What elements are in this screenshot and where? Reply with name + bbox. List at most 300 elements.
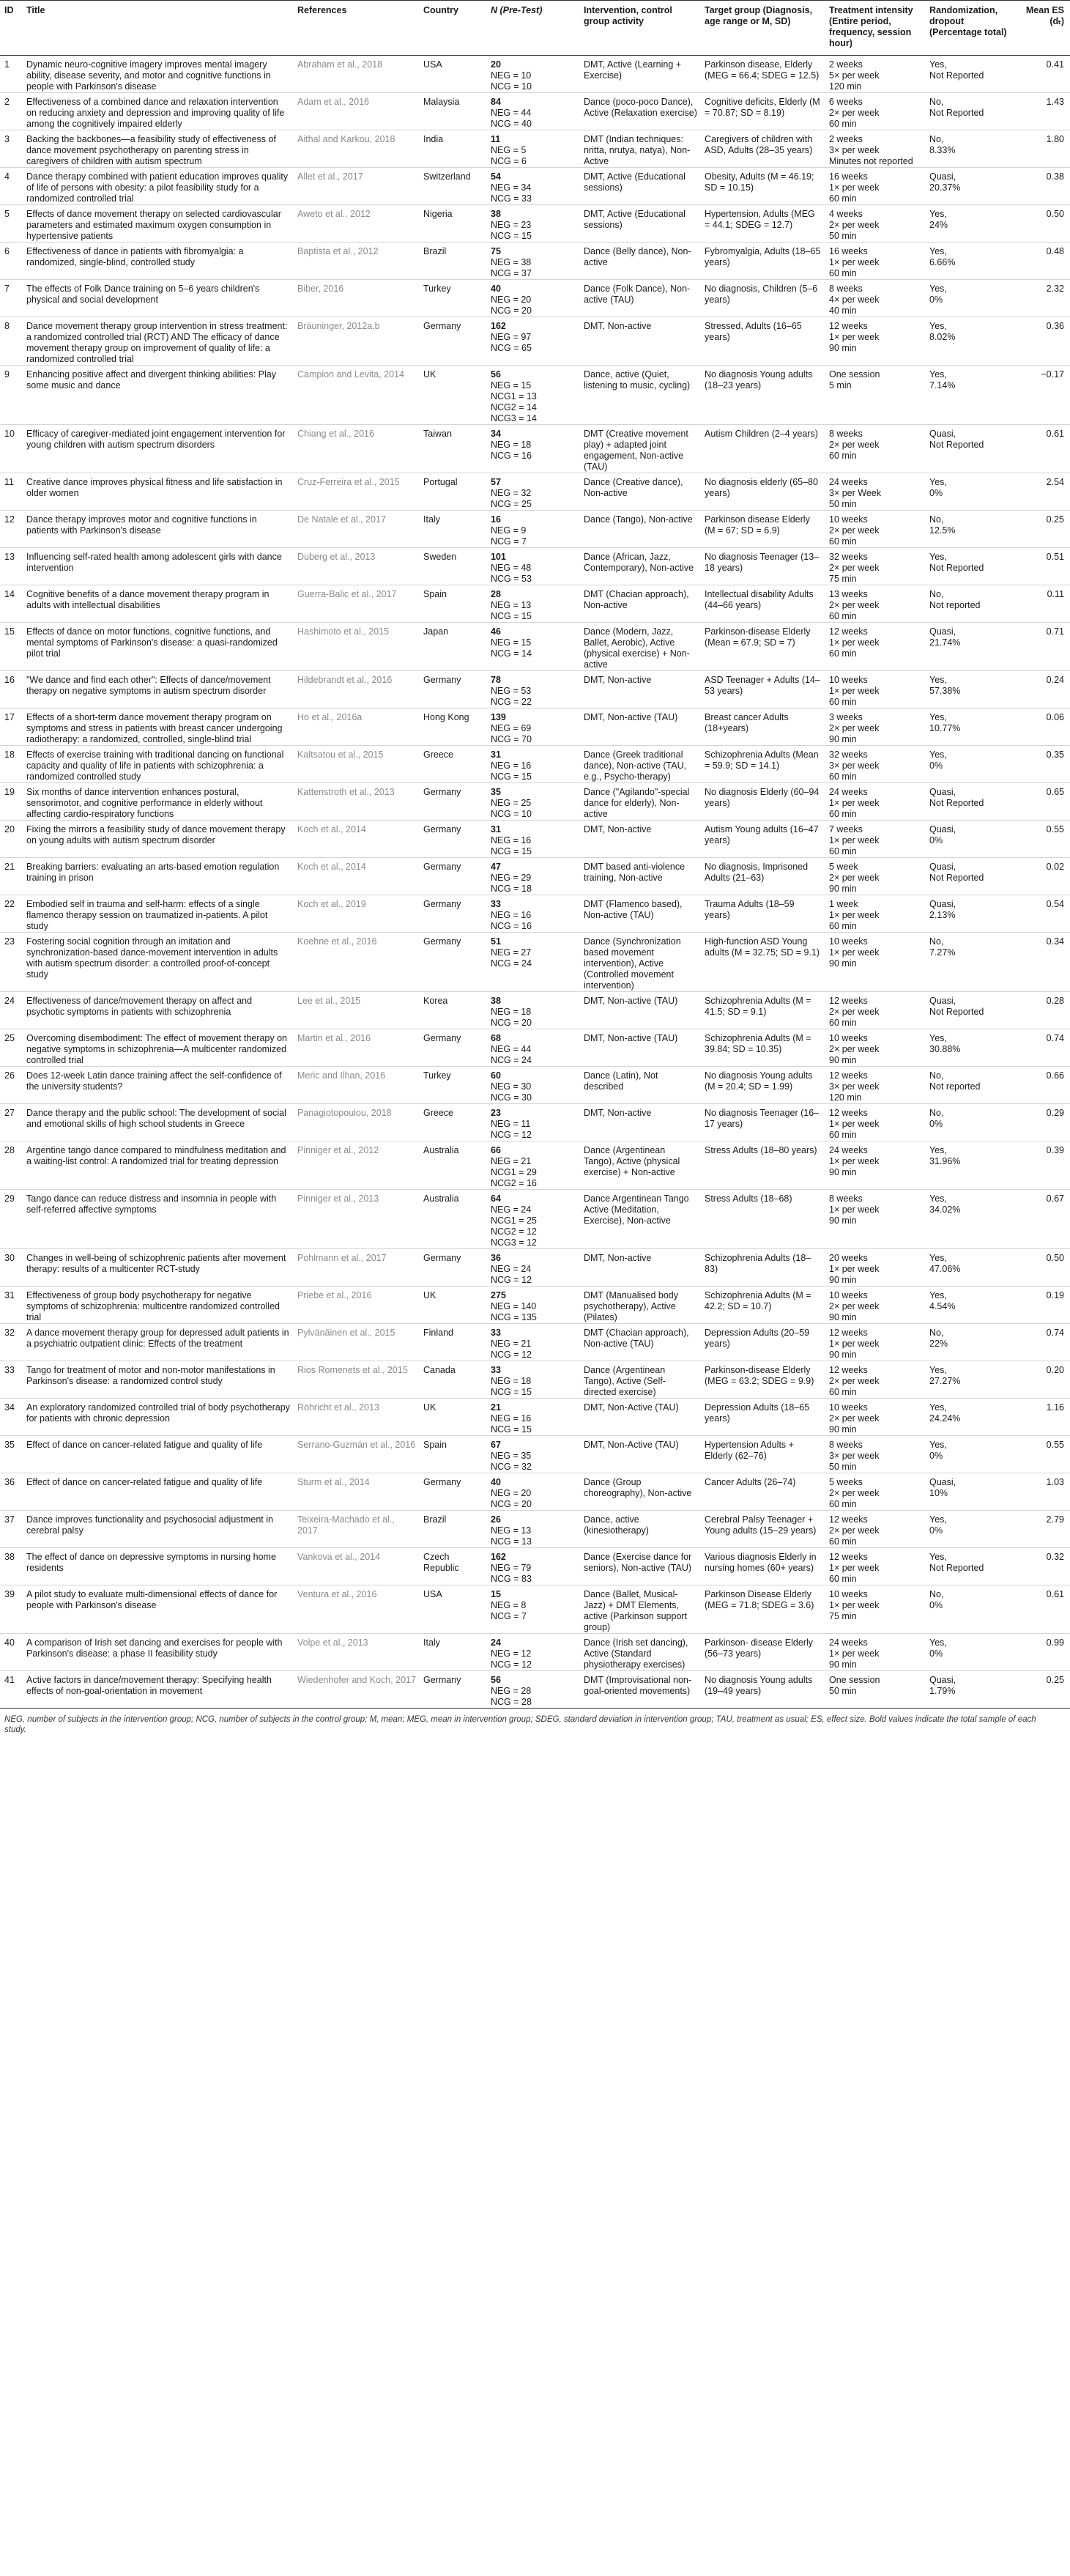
cell-n: [486, 1287, 579, 1324]
cell-treatment-intensity: 24 weeks 3× per Week 50 min: [825, 473, 925, 511]
cell-n: [486, 1399, 579, 1436]
cell-mean-es: 0.20: [1011, 1361, 1070, 1399]
cell-treatment-intensity: 12 weeks 1× per week 60 min: [825, 623, 925, 671]
cell-country: Spain: [419, 1436, 486, 1473]
cell-intervention: Dance (Creative dance), Non-active: [579, 473, 700, 511]
cell-treatment-intensity: 10 weeks 2× per week 90 min: [825, 1287, 925, 1324]
cell-target-group: Stress Adults (18–80 years): [700, 1141, 825, 1190]
cell-country: Taiwan: [419, 425, 486, 473]
cell-randomization: No, 0%: [925, 1585, 1011, 1634]
cell-target-group: Schizophrenia Adults (Mean = 59.9; SD = 14.1): [700, 746, 825, 783]
n-group-detail: NEG = 20 NCG = 20: [491, 295, 532, 316]
cell-reference: Adam et al., 2016: [293, 93, 419, 130]
cell-treatment-intensity: 10 weeks 1× per week 90 min: [825, 933, 925, 992]
cell-treatment-intensity: One session 50 min: [825, 1671, 925, 1709]
table-row: [0, 548, 1070, 585]
cell-id: 33: [0, 1361, 22, 1399]
cell-mean-es: 0.48: [1011, 243, 1070, 280]
cell-reference: Ventura et al., 2016: [293, 1585, 419, 1634]
cell-id: 2: [0, 93, 22, 130]
cell-intervention: DMT (Chacian approach), Non-active (TAU): [579, 1324, 700, 1361]
cell-id: 1: [0, 56, 22, 93]
cell-intervention: Dance (Group choreography), Non-active: [579, 1473, 700, 1511]
cell-title: A dance movement therapy group for depressed adult patients in a psychiatric outpatient clinic: Effects of the treatment: [22, 1324, 293, 1361]
cell-randomization: No, 0%: [925, 1104, 1011, 1141]
cell-intervention: Dance (Argentinean Tango), Active (Self-directed exercise): [579, 1361, 700, 1399]
table-row: [0, 1249, 1070, 1287]
cell-treatment-intensity: 8 weeks 3× per week 50 min: [825, 1436, 925, 1473]
cell-treatment-intensity: 12 weeks 2× per week 60 min: [825, 992, 925, 1029]
cell-n: [486, 56, 579, 93]
n-total: 78: [491, 675, 501, 685]
cell-reference: Meric and Ilhan, 2016: [293, 1067, 419, 1104]
cell-intervention: DMT (Indian techniques: nritta, nrutya, natya), Non-Active: [579, 130, 700, 168]
table-row: [0, 1473, 1070, 1511]
cell-title: A pilot study to evaluate multi-dimensional effects of dance for people with Parkinson's disease: [22, 1585, 293, 1634]
n-group-detail: NEG = 18 NCG = 20: [491, 1007, 532, 1028]
n-group-detail: NEG = 32 NCG = 25: [491, 488, 532, 509]
cell-treatment-intensity: 12 weeks 1× per week 60 min: [825, 1548, 925, 1585]
table-row: [0, 783, 1070, 821]
cell-intervention: Dance (Modern, Jazz, Ballet, Aerobic), Active (physical exercise) + Non-active: [579, 623, 700, 671]
n-group-detail: NEG = 27 NCG = 24: [491, 947, 532, 969]
cell-n: [486, 1249, 579, 1287]
cell-randomization: No, 22%: [925, 1324, 1011, 1361]
cell-randomization: Quasi, 20.37%: [925, 168, 1011, 205]
cell-id: 18: [0, 746, 22, 783]
cell-target-group: No diagnosis Young adults (19–49 years): [700, 1671, 825, 1709]
cell-target-group: Schizophrenia Adults (M = 42.2; SD = 10.7): [700, 1287, 825, 1324]
cell-target-group: Caregivers of children with ASD, Adults (28–35 years): [700, 130, 825, 168]
cell-country: UK: [419, 366, 486, 425]
n-group-detail: NEG = 21 NCG1 = 29 NCG2 = 16: [491, 1156, 537, 1188]
table-row: [0, 1671, 1070, 1709]
cell-country: UK: [419, 1399, 486, 1436]
cell-country: USA: [419, 56, 486, 93]
cell-reference: Duberg et al., 2013: [293, 548, 419, 585]
cell-n: [486, 1141, 579, 1190]
cell-target-group: High-function ASD Young adults (M = 32.75; SD = 9.1): [700, 933, 825, 992]
n-total: 56: [491, 1675, 501, 1685]
table-row: [0, 1141, 1070, 1190]
cell-treatment-intensity: 12 weeks 2× per week 60 min: [825, 1361, 925, 1399]
cell-target-group: No diagnosis Teenager (16–17 years): [700, 1104, 825, 1141]
cell-id: 40: [0, 1634, 22, 1671]
cell-n: [486, 243, 579, 280]
table-row: [0, 243, 1070, 280]
n-group-detail: NEG = 15 NCG1 = 13 NCG2 = 14 NCG3 = 14: [491, 380, 537, 423]
cell-n: [486, 317, 579, 366]
cell-n: [486, 821, 579, 858]
cell-treatment-intensity: 10 weeks 2× per week 60 min: [825, 511, 925, 548]
cell-randomization: Quasi, 2.13%: [925, 895, 1011, 933]
cell-treatment-intensity: 5 week 2× per week 90 min: [825, 858, 925, 895]
cell-reference: Koehne et al., 2016: [293, 933, 419, 992]
cell-title: Effects of dance movement therapy on selected cardiovascular parameters and estimated maximum oxygen consumption in hypertensive patients: [22, 205, 293, 243]
cell-mean-es: 0.74: [1011, 1029, 1070, 1067]
cell-intervention: Dance (poco-poco Dance), Active (Relaxation exercise): [579, 93, 700, 130]
cell-mean-es: 1.16: [1011, 1399, 1070, 1436]
cell-id: 32: [0, 1324, 22, 1361]
cell-randomization: Quasi, Not Reported: [925, 425, 1011, 473]
table-row: [0, 746, 1070, 783]
cell-randomization: Quasi, 1.79%: [925, 1671, 1011, 1709]
cell-randomization: No, 8.33%: [925, 130, 1011, 168]
cell-target-group: Trauma Adults (18–59 years): [700, 895, 825, 933]
cell-target-group: No diagnosis Young adults (18–23 years): [700, 366, 825, 425]
cell-target-group: Cognitive deficits, Elderly (M = 70.87; SD = 8.19): [700, 93, 825, 130]
cell-reference: Ho et al., 2016a: [293, 708, 419, 746]
cell-id: 27: [0, 1104, 22, 1141]
cell-randomization: No, Not Reported: [925, 93, 1011, 130]
cell-id: 29: [0, 1190, 22, 1249]
cell-mean-es: 0.25: [1011, 1671, 1070, 1709]
table-row: [0, 1029, 1070, 1067]
cell-intervention: Dance (Exercise dance for seniors), Non-active (TAU): [579, 1548, 700, 1585]
cell-title: The effect of dance on depressive symptoms in nursing home residents: [22, 1548, 293, 1585]
cell-title: Dance movement therapy group intervention in stress treatment: a randomized controlled trial (RCT) AND The efficacy of dance movement therapy group on improvement of quality of life: a randomized controlled trial: [22, 317, 293, 366]
cell-intervention: DMT (Manualised body psychotherapy), Active (Pilates): [579, 1287, 700, 1324]
cell-title: Effects of dance on motor functions, cognitive functions, and mental symptoms of Parkinson's disease: a quasi-randomized pilot trial: [22, 623, 293, 671]
cell-target-group: Schizophrenia Adults (M = 41.5; SD = 9.1): [700, 992, 825, 1029]
table-row: [0, 992, 1070, 1029]
cell-country: Germany: [419, 1249, 486, 1287]
cell-id: 36: [0, 1473, 22, 1511]
cell-treatment-intensity: 16 weeks 1× per week 60 min: [825, 168, 925, 205]
cell-id: 11: [0, 473, 22, 511]
cell-mean-es: 0.28: [1011, 992, 1070, 1029]
cell-n: [486, 933, 579, 992]
n-group-detail: NEG = 48 NCG = 53: [491, 563, 532, 584]
cell-randomization: No, Not reported: [925, 1067, 1011, 1104]
cell-reference: Vankova et al., 2014: [293, 1548, 419, 1585]
n-total: 11: [491, 134, 501, 144]
cell-title: Active factors in dance/movement therapy: Specifying health effects of non-goal-orientation in movement: [22, 1671, 293, 1709]
cell-intervention: DMT, Active (Educational sessions): [579, 168, 700, 205]
cell-target-group: Intellectual disability Adults (44–66 years): [700, 585, 825, 623]
cell-treatment-intensity: 8 weeks 2× per week 60 min: [825, 425, 925, 473]
n-group-detail: NEG = 35 NCG = 32: [491, 1451, 532, 1472]
cell-intervention: Dance, active (kinesiotherapy): [579, 1511, 700, 1548]
cell-n: [486, 1029, 579, 1067]
cell-randomization: Quasi, 10%: [925, 1473, 1011, 1511]
cell-treatment-intensity: 32 weeks 3× per week 60 min: [825, 746, 925, 783]
cell-reference: Baptista et al., 2012: [293, 243, 419, 280]
n-group-detail: NEG = 30 NCG = 30: [491, 1081, 532, 1103]
cell-randomization: No, Not reported: [925, 585, 1011, 623]
n-total: 139: [491, 712, 506, 722]
cell-reference: Allet et al., 2017: [293, 168, 419, 205]
cell-n: [486, 168, 579, 205]
cell-n: [486, 1511, 579, 1548]
cell-country: Italy: [419, 1634, 486, 1671]
cell-title: Tango for treatment of motor and non-motor manifestations in Parkinson's disease: a randomized control study: [22, 1361, 293, 1399]
cell-target-group: Fybromyalgia, Adults (18–65 years): [700, 243, 825, 280]
cell-mean-es: 0.11: [1011, 585, 1070, 623]
n-group-detail: NEG = 16 NCG = 16: [491, 910, 532, 931]
n-total: 33: [491, 1365, 501, 1375]
cell-title: Efficacy of caregiver-mediated joint engagement intervention for young children with autism spectrum disorders: [22, 425, 293, 473]
cell-reference: Aithal and Karkou, 2018: [293, 130, 419, 168]
n-total: 20: [491, 59, 501, 70]
cell-reference: Rios Romenets et al., 2015: [293, 1361, 419, 1399]
table-row: [0, 623, 1070, 671]
n-total: 66: [491, 1145, 501, 1155]
cell-intervention: Dance (Argentinean Tango), Active (physical exercise) + Non-active: [579, 1141, 700, 1190]
cell-reference: Volpe et al., 2013: [293, 1634, 419, 1671]
header-target-group: Target group (Diagnosis, age range or M, SD): [700, 1, 825, 56]
cell-id: 20: [0, 821, 22, 858]
n-total: 31: [491, 824, 501, 834]
cell-id: 12: [0, 511, 22, 548]
cell-treatment-intensity: 10 weeks 2× per week 90 min: [825, 1029, 925, 1067]
cell-mean-es: 0.50: [1011, 1249, 1070, 1287]
table-row: [0, 1511, 1070, 1548]
cell-id: 6: [0, 243, 22, 280]
cell-country: Germany: [419, 933, 486, 992]
cell-randomization: Quasi, Not Reported: [925, 992, 1011, 1029]
table-row: [0, 130, 1070, 168]
table-body: [0, 56, 1070, 1709]
cell-randomization: Yes, 0%: [925, 1511, 1011, 1548]
cell-treatment-intensity: 24 weeks 1× per week 60 min: [825, 783, 925, 821]
cell-mean-es: 0.02: [1011, 858, 1070, 895]
cell-randomization: No, 7.27%: [925, 933, 1011, 992]
cell-mean-es: 0.35: [1011, 746, 1070, 783]
cell-n: [486, 585, 579, 623]
cell-id: 35: [0, 1436, 22, 1473]
n-group-detail: NEG = 38 NCG = 37: [491, 257, 532, 278]
n-total: 57: [491, 477, 501, 487]
cell-target-group: Parkinson- disease Elderly (56–73 years): [700, 1634, 825, 1671]
n-total: 56: [491, 369, 501, 380]
cell-treatment-intensity: 1 week 1× per week 60 min: [825, 895, 925, 933]
n-group-detail: NEG = 21 NCG = 12: [491, 1339, 532, 1360]
cell-randomization: Yes, 24.24%: [925, 1399, 1011, 1436]
cell-country: Czech Republic: [419, 1548, 486, 1585]
cell-title: Effect of dance on cancer-related fatigue and quality of life: [22, 1436, 293, 1473]
cell-randomization: Yes, 0%: [925, 280, 1011, 317]
cell-intervention: DMT, Active (Learning + Exercise): [579, 56, 700, 93]
cell-country: Germany: [419, 1473, 486, 1511]
cell-country: Germany: [419, 1029, 486, 1067]
cell-n: [486, 783, 579, 821]
cell-target-group: Hypertension, Adults (MEG = 44.1; SDEG = 12.7): [700, 205, 825, 243]
cell-intervention: Dance (Irish set dancing), Active (Standard physiotherapy exercises): [579, 1634, 700, 1671]
cell-reference: Kattenstroth et al., 2013: [293, 783, 419, 821]
cell-title: "We dance and find each other": Effects of dance/movement therapy on negative symptoms in autism spectrum disorder: [22, 671, 293, 708]
cell-randomization: Yes, 57.38%: [925, 671, 1011, 708]
cell-country: Nigeria: [419, 205, 486, 243]
cell-target-group: Various diagnosis Elderly in nursing homes (60+ years): [700, 1548, 825, 1585]
cell-country: Germany: [419, 671, 486, 708]
cell-target-group: Cerebral Palsy Teenager + Young adults (15–29 years): [700, 1511, 825, 1548]
cell-randomization: Yes, 7.14%: [925, 366, 1011, 425]
n-group-detail: NEG = 28 NCG = 28: [491, 1686, 532, 1707]
n-total: 34: [491, 429, 501, 439]
cell-id: 38: [0, 1548, 22, 1585]
cell-title: The effects of Folk Dance training on 5–6 years children's physical and social development: [22, 280, 293, 317]
cell-target-group: No diagnosis Teenager (13–18 years): [700, 548, 825, 585]
cell-reference: Biber, 2016: [293, 280, 419, 317]
cell-intervention: Dance ("Agilando"-special dance for elderly), Non-active: [579, 783, 700, 821]
cell-target-group: Schizophrenia Adults (18–83): [700, 1249, 825, 1287]
header-country: Country: [419, 1, 486, 56]
table-row: [0, 511, 1070, 548]
cell-intervention: Dance (African, Jazz, Contemporary), Non-active: [579, 548, 700, 585]
n-total: 26: [491, 1514, 501, 1525]
cell-treatment-intensity: 10 weeks 2× per week 90 min: [825, 1399, 925, 1436]
header-randomization: Randomization, dropout (Percentage total): [925, 1, 1011, 56]
table-row: [0, 56, 1070, 93]
cell-randomization: Yes, 8.02%: [925, 317, 1011, 366]
table-header: [0, 1, 1070, 56]
cell-country: Germany: [419, 1671, 486, 1709]
table-row: [0, 1585, 1070, 1634]
cell-mean-es: 0.29: [1011, 1104, 1070, 1141]
cell-title: Does 12-week Latin dance training affect the self-confidence of the university students?: [22, 1067, 293, 1104]
cell-randomization: Yes, 31.96%: [925, 1141, 1011, 1190]
n-total: 68: [491, 1033, 501, 1043]
cell-n: [486, 1548, 579, 1585]
cell-randomization: Yes, 0%: [925, 1634, 1011, 1671]
cell-reference: Serrano-Guzmán et al., 2016: [293, 1436, 419, 1473]
cell-mean-es: 2.32: [1011, 280, 1070, 317]
cell-country: Greece: [419, 746, 486, 783]
cell-id: 31: [0, 1287, 22, 1324]
cell-randomization: Yes, 0%: [925, 746, 1011, 783]
cell-title: Influencing self-rated health among adolescent girls with dance intervention: [22, 548, 293, 585]
cell-mean-es: 0.66: [1011, 1067, 1070, 1104]
cell-reference: Hildebrandt et al., 2016: [293, 671, 419, 708]
cell-reference: Aweto et al., 2012: [293, 205, 419, 243]
n-total: 38: [491, 996, 501, 1006]
table-row: [0, 1361, 1070, 1399]
cell-treatment-intensity: 6 weeks 2× per week 60 min: [825, 93, 925, 130]
cell-n: [486, 548, 579, 585]
cell-intervention: Dance Argentinean Tango Active (Meditation, Exercise), Non-active: [579, 1190, 700, 1249]
cell-title: Effects of a short-term dance movement therapy program on symptoms and stress in patients with breast cancer undergoing radiotherapy: a randomized, controlled, single-blind trial: [22, 708, 293, 746]
n-group-detail: NEG = 13 NCG = 13: [491, 1525, 532, 1547]
cell-treatment-intensity: 12 weeks 1× per week 60 min: [825, 1104, 925, 1141]
table-row: [0, 205, 1070, 243]
cell-id: 21: [0, 858, 22, 895]
cell-intervention: Dance (Latin), Not described: [579, 1067, 700, 1104]
cell-title: Changes in well-being of schizophrenic patients after movement therapy: results of a multicenter RCT-study: [22, 1249, 293, 1287]
cell-intervention: DMT, Non-active: [579, 1249, 700, 1287]
cell-title: Creative dance improves physical fitness and life satisfaction in older women: [22, 473, 293, 511]
cell-reference: Koch et al., 2014: [293, 821, 419, 858]
cell-target-group: No diagnosis Elderly (60–94 years): [700, 783, 825, 821]
n-group-detail: NEG = 29 NCG = 18: [491, 873, 532, 894]
cell-intervention: DMT, Non-active (TAU): [579, 992, 700, 1029]
cell-title: Breaking barriers: evaluating an arts-based emotion regulation training in prison: [22, 858, 293, 895]
cell-reference: Pohlmann et al., 2017: [293, 1249, 419, 1287]
cell-intervention: Dance (Synchronization based movement intervention), Active (Controlled movement intervention): [579, 933, 700, 992]
cell-n: [486, 130, 579, 168]
cell-reference: Martin et al., 2016: [293, 1029, 419, 1067]
table-row: [0, 585, 1070, 623]
cell-reference: Abraham et al., 2018: [293, 56, 419, 93]
n-group-detail: NEG = 69 NCG = 70: [491, 723, 532, 744]
n-group-detail: NEG = 79 NCG = 83: [491, 1563, 532, 1584]
n-total: 21: [491, 1402, 501, 1413]
cell-title: Effects of exercise training with traditional dancing on functional capacity and quality of life in patients with schizophrenia: a randomized controlled study: [22, 746, 293, 783]
cell-randomization: Yes, 10.77%: [925, 708, 1011, 746]
cell-id: 13: [0, 548, 22, 585]
cell-n: [486, 708, 579, 746]
cell-reference: Campion and Levita, 2014: [293, 366, 419, 425]
cell-title: Effectiveness of a combined dance and relaxation intervention on reducing anxiety and depression and improving quality of life among the cognitively impaired elderly: [22, 93, 293, 130]
cell-country: Spain: [419, 585, 486, 623]
n-group-detail: NEG = 97 NCG = 65: [491, 332, 532, 353]
cell-treatment-intensity: 5 weeks 2× per week 60 min: [825, 1473, 925, 1511]
cell-n: [486, 1585, 579, 1634]
n-total: 60: [491, 1070, 501, 1081]
cell-randomization: Yes, 0%: [925, 473, 1011, 511]
cell-country: Finland: [419, 1324, 486, 1361]
table-row: [0, 1399, 1070, 1436]
cell-target-group: Schizophrenia Adults (M = 39.84; SD = 10.35): [700, 1029, 825, 1067]
n-group-detail: NEG = 23 NCG = 15: [491, 220, 532, 241]
n-group-detail: NEG = 53 NCG = 22: [491, 686, 532, 707]
cell-target-group: Parkinson Disease Elderly (MEG = 71.8; SDEG = 3.6): [700, 1585, 825, 1634]
cell-n: [486, 205, 579, 243]
cell-target-group: Autism Children (2–4 years): [700, 425, 825, 473]
cell-n: [486, 623, 579, 671]
cell-n: [486, 895, 579, 933]
cell-treatment-intensity: 12 weeks 1× per week 90 min: [825, 1324, 925, 1361]
cell-title: Effectiveness of dance/movement therapy on affect and psychotic symptoms in patients with schizophrenia: [22, 992, 293, 1029]
cell-n: [486, 671, 579, 708]
n-group-detail: NEG = 24 NCG1 = 25 NCG2 = 12 NCG3 = 12: [491, 1204, 537, 1248]
cell-id: 41: [0, 1671, 22, 1709]
table-row: [0, 425, 1070, 473]
cell-title: Fixing the mirrors a feasibility study of dance movement therapy on young adults with autism spectrum disorder: [22, 821, 293, 858]
cell-id: 5: [0, 205, 22, 243]
n-group-detail: NEG = 34 NCG = 33: [491, 182, 532, 204]
cell-treatment-intensity: 32 weeks 2× per week 75 min: [825, 548, 925, 585]
cell-mean-es: 2.79: [1011, 1511, 1070, 1548]
cell-target-group: Parkinson disease Elderly (M = 67; SD = 6.9): [700, 511, 825, 548]
cell-target-group: Parkinson-disease Elderly (Mean = 67.9; SD = 7): [700, 623, 825, 671]
cell-country: USA: [419, 1585, 486, 1634]
cell-n: [486, 992, 579, 1029]
cell-mean-es: 0.61: [1011, 1585, 1070, 1634]
cell-id: 26: [0, 1067, 22, 1104]
table-row: [0, 1287, 1070, 1324]
cell-treatment-intensity: 10 weeks 1× per week 75 min: [825, 1585, 925, 1634]
cell-treatment-intensity: One session 5 min: [825, 366, 925, 425]
cell-country: Australia: [419, 1141, 486, 1190]
cell-reference: Bräuninger, 2012a,b: [293, 317, 419, 366]
cell-intervention: Dance (Tango), Non-active: [579, 511, 700, 548]
cell-country: Germany: [419, 895, 486, 933]
cell-reference: Panagiotopoulou, 2018: [293, 1104, 419, 1141]
cell-treatment-intensity: 4 weeks 2× per week 50 min: [825, 205, 925, 243]
cell-reference: Guerra-Balic et al., 2017: [293, 585, 419, 623]
table-row: [0, 708, 1070, 746]
cell-id: 37: [0, 1511, 22, 1548]
cell-treatment-intensity: 10 weeks 1× per week 60 min: [825, 671, 925, 708]
cell-randomization: Quasi, Not Reported: [925, 783, 1011, 821]
cell-title: Six months of dance intervention enhances postural, sensorimotor, and cognitive performance in elderly without affecting cardio-respiratory functions: [22, 783, 293, 821]
cell-target-group: Depression Adults (18–65 years): [700, 1399, 825, 1436]
cell-n: [486, 93, 579, 130]
cell-mean-es: 0.54: [1011, 895, 1070, 933]
cell-country: Sweden: [419, 548, 486, 585]
cell-intervention: DMT, Non-active: [579, 671, 700, 708]
